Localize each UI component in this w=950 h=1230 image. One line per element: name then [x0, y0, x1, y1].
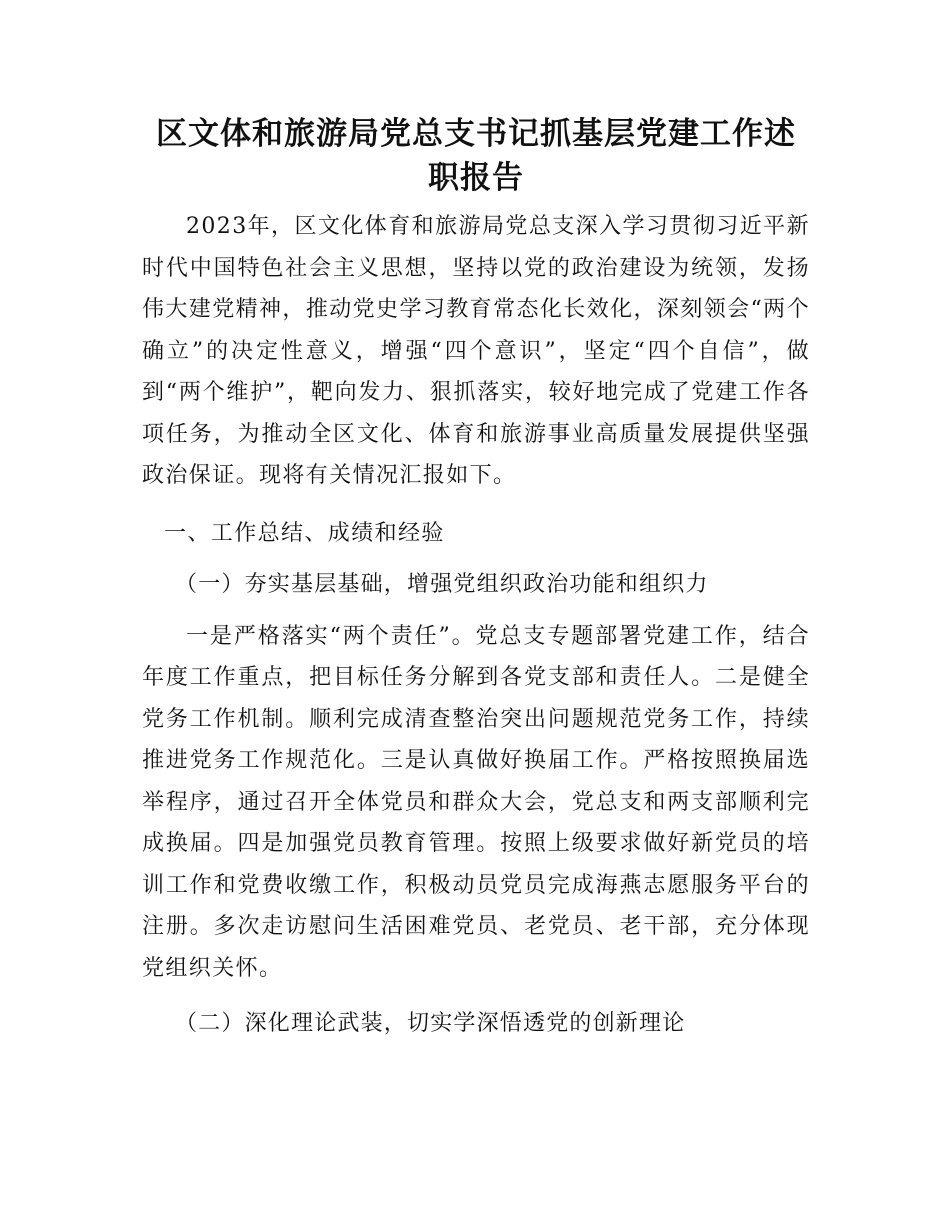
subsection-body-1: 一是严格落实“两个责任”。党总支专题部署党建工作，结合年度工作重点，把目标任务分解到各党支部和责任人。二是健全党务工作机制。顺利完成清查整治突出问题规范党务工作，持续推进党务工作规范化。三是认真做好换届工作。严格按照换届选举程序，通过召开全体党员和群众大会，党总支和两支部顺利完成换届。四是加强党员教育管理。按照上级要求做好新党员的培训工作和党费收缴工作，积极动员党员完成海燕志愿服务平台的注册。多次走访慰问生活困难党员、老党员、老干部，充分体现党组织关怀。 — [142, 623, 810, 981]
subsection-heading-1: （一）夯实基层基础，增强党组织政治功能和组织力 — [175, 572, 709, 597]
document-page — [142, 112, 810, 1055]
subsection-heading-2: （二）深化理论武装，切实学深悟透党的创新理论 — [175, 1011, 686, 1036]
intro-paragraph: 2023年，区文化体育和旅游局党总支深入学习贯彻习近平新时代中国特色社会主义思想，坚持以党的政治建设为统领，发扬伟大建党精神，推动党史学习教育常态化长效化，深刻领会“两个确立”的决定性意义，增强“四个意识”，坚定“四个自信”，做到“两个维护”，靶向发力、狠抓落实，较好地完成了党建工作各项任务，为推动全区文化、体育和旅游事业高质量发展提供坚强政治保证。现将有关情况汇报如下。 — [142, 214, 810, 488]
document-title: 区文体和旅游局党总支书记抓基层党建工作述职报告 — [156, 116, 796, 196]
section-heading-1: 一、工作总结、成绩和经验 — [164, 520, 445, 546]
